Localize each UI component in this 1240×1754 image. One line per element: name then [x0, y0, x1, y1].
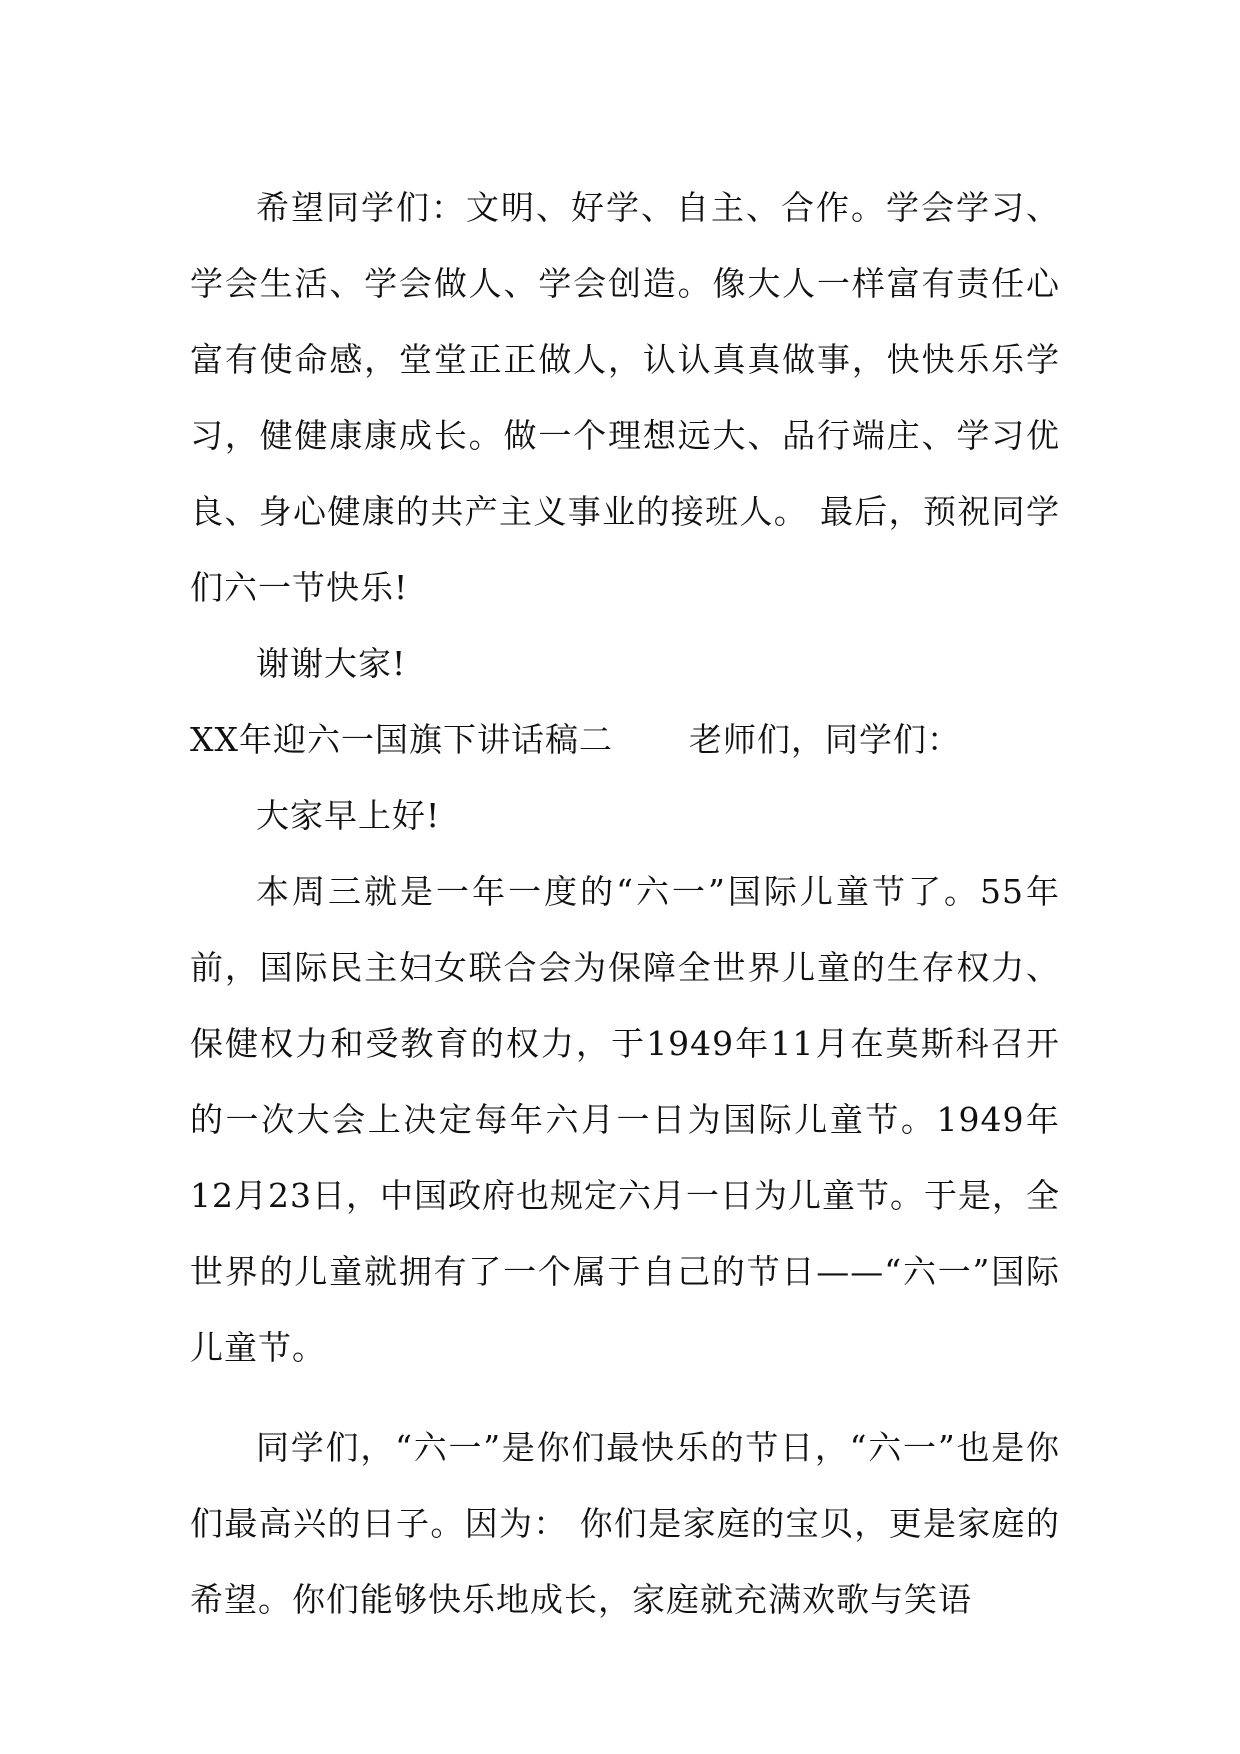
paragraph-thanks: 谢谢大家! — [256, 644, 407, 683]
section-title: XX年迎六一国旗下讲话稿二 — [190, 720, 613, 759]
paragraph-childrens-day: 本周三就是一年一度的“六一”国际儿童节了。55年前，国际民主妇女联合会为保障全世界儿童的生存权力、保健权力和受教育的权力，于1949年11月在莫斯科召开的一次大会上决定每年六月一日为国际儿童节。1949年12月23日，中国政府也规定六月一日为儿童节。于是，全世界的儿童就拥有了一个属于自己的节日——“六一”国际儿童节。 — [190, 872, 1060, 1367]
section-salutation: 老师们，同学们： — [689, 720, 961, 759]
paragraph-students: 同学们，“六一”是你们最快乐的节日，“六一”也是你们最高兴的日子。因为： 你们是家庭的宝贝，更是家庭的希望。你们能够快乐地成长，家庭就充满欢歌与笑语 — [190, 1428, 1060, 1619]
paragraph-greeting: 大家早上好! — [256, 796, 441, 835]
section-heading — [190, 702, 1060, 778]
paragraph-hope: 希望同学们：文明、好学、自主、合作。学会学习、学会生活、学会做人、学会创造。像大人一样富有责任心富有使命感，堂堂正正做人，认认真真做事，快快乐乐学习，健健康康成长。做一个理想远大、品行端庄、学习优良、身心健康的共产主义事业的接班人。 最后，预祝同学们六一节快乐! — [190, 188, 1060, 607]
document-body — [190, 170, 1060, 1638]
